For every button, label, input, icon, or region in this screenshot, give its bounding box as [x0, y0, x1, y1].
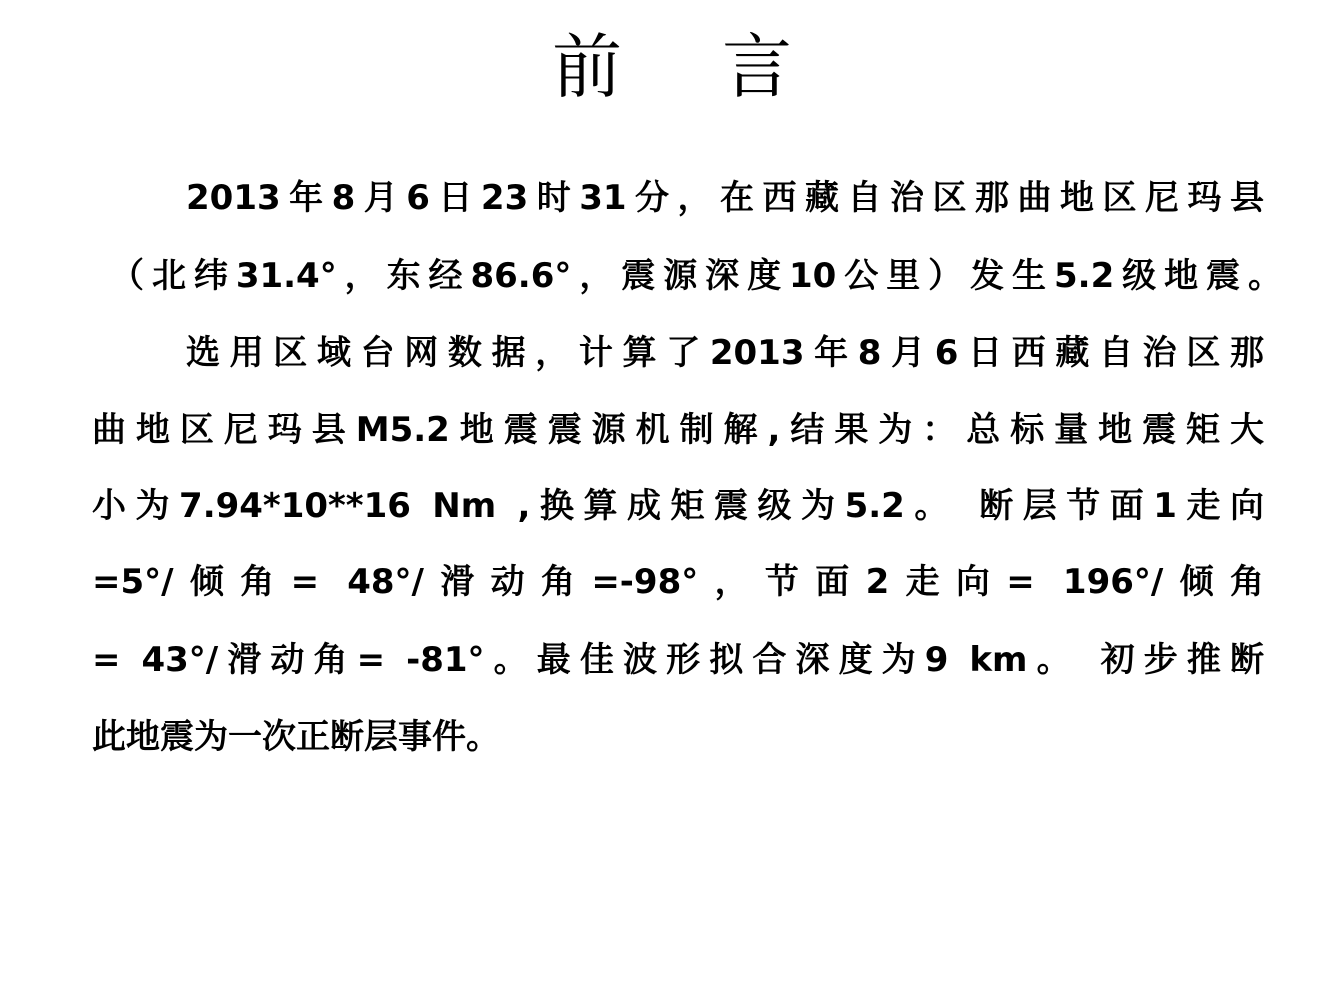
title-char-left: 前: [552, 26, 622, 108]
paragraph2-line4: =5°/倾角= 48°/滑动角=-98°，节面2走向= 196°/倾角: [92, 562, 1264, 602]
paragraph2-line5: = 43°/滑动角= -81°。最佳波形拟合深度为9 km。 初步推断: [92, 640, 1264, 680]
paragraph2-line1: 选用区域台网数据，计算了2013年8月6日西藏自治区那: [186, 333, 1264, 373]
paragraph1-line2: （北纬31.4°，东经86.6°，震源深度10公里）发生5.2级地震。: [110, 256, 1282, 296]
title-char-right: 言: [722, 26, 792, 108]
page-title: [0, 22, 1344, 112]
paragraph2-line6: 此地震为一次正断层事件。: [92, 717, 500, 757]
paragraph2-line3: 小为7.94*10**16 Nm ,换算成矩震级为5.2。 断层节面1走向: [92, 486, 1264, 526]
paragraph2-line2: 曲地区尼玛县M5.2地震震源机制解,结果为：总标量地震矩大: [92, 410, 1264, 450]
paragraph1-line1: 2013年8月6日23时31分，在西藏自治区那曲地区尼玛县: [186, 178, 1264, 218]
